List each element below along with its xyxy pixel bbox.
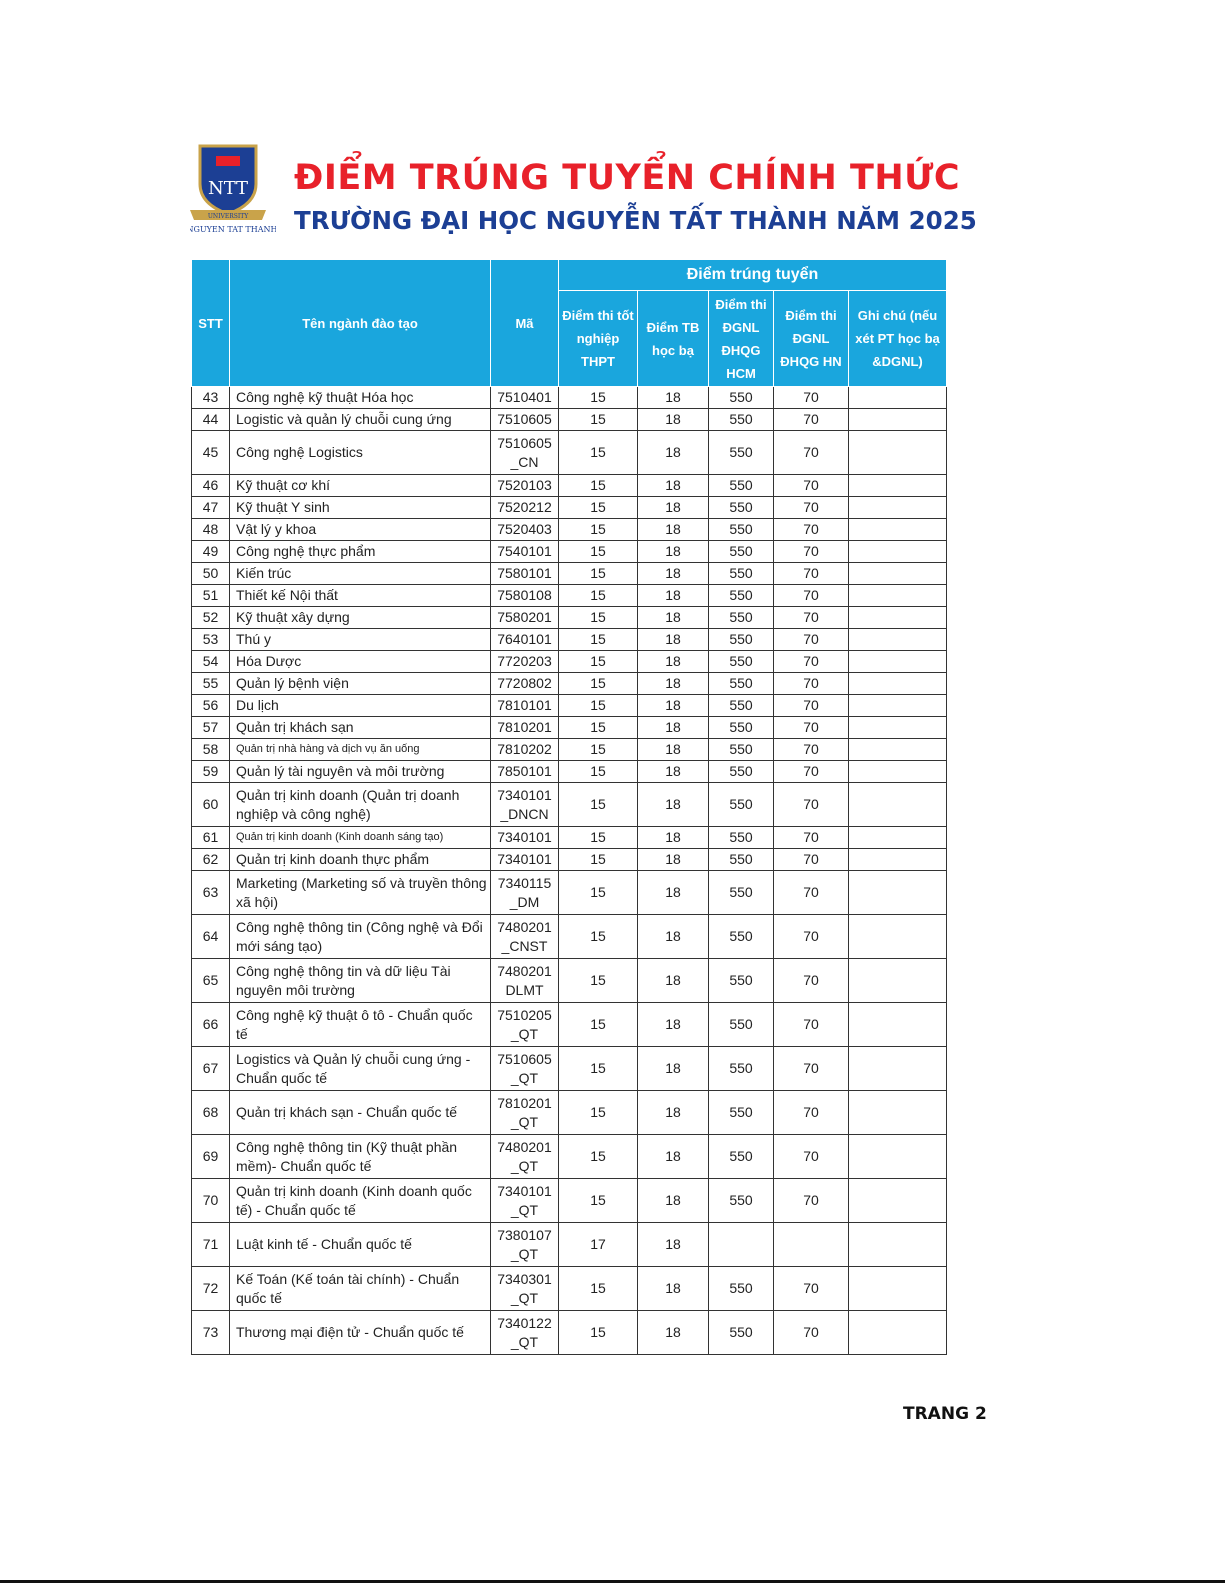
cell-stt: 43 bbox=[192, 387, 230, 409]
cell-hn: 70 bbox=[774, 849, 849, 871]
cell-stt: 46 bbox=[192, 475, 230, 497]
cell-thpt: 15 bbox=[559, 387, 638, 409]
cell-stt: 71 bbox=[192, 1223, 230, 1267]
cell-thpt: 15 bbox=[559, 849, 638, 871]
cell-hocba: 18 bbox=[638, 739, 709, 761]
cell-name: Kỹ thuật xây dựng bbox=[230, 607, 491, 629]
cell-hcm bbox=[709, 1223, 774, 1267]
cell-hn: 70 bbox=[774, 563, 849, 585]
header-hocba: Điểm TB học bạ bbox=[638, 291, 709, 387]
cell-hocba: 18 bbox=[638, 1179, 709, 1223]
cell-code: 7340115 _DM bbox=[491, 871, 559, 915]
cell-name: Quản trị khách sạn - Chuẩn quốc tế bbox=[230, 1091, 491, 1135]
cell-hn: 70 bbox=[774, 497, 849, 519]
table-row bbox=[192, 1311, 947, 1355]
cell-code: 7340101 _QT bbox=[491, 1179, 559, 1223]
table-row bbox=[192, 915, 947, 959]
cell-stt: 51 bbox=[192, 585, 230, 607]
cell-note bbox=[849, 563, 947, 585]
cell-hn: 70 bbox=[774, 673, 849, 695]
cell-name: Logistic và quản lý chuỗi cung ứng bbox=[230, 409, 491, 431]
cell-code: 7720802 bbox=[491, 673, 559, 695]
cell-hcm: 550 bbox=[709, 409, 774, 431]
cell-hcm: 550 bbox=[709, 541, 774, 563]
table-row bbox=[192, 651, 947, 673]
cell-hcm: 550 bbox=[709, 1135, 774, 1179]
cell-hocba: 18 bbox=[638, 629, 709, 651]
cell-note bbox=[849, 739, 947, 761]
cell-stt: 56 bbox=[192, 695, 230, 717]
cell-code: 7480201 _CNST bbox=[491, 915, 559, 959]
cell-name: Kỹ thuật Y sinh bbox=[230, 497, 491, 519]
cell-thpt: 15 bbox=[559, 1047, 638, 1091]
cell-hn: 70 bbox=[774, 387, 849, 409]
cell-name: Công nghệ Logistics bbox=[230, 431, 491, 475]
cell-hcm: 550 bbox=[709, 651, 774, 673]
cell-name: Hóa Dược bbox=[230, 651, 491, 673]
cell-stt: 52 bbox=[192, 607, 230, 629]
cell-hcm: 550 bbox=[709, 1311, 774, 1355]
cell-hn: 70 bbox=[774, 651, 849, 673]
cell-hocba: 18 bbox=[638, 717, 709, 739]
cell-hn: 70 bbox=[774, 607, 849, 629]
header-group: Điểm trúng tuyển bbox=[559, 260, 947, 291]
cell-thpt: 15 bbox=[559, 497, 638, 519]
cell-hcm: 550 bbox=[709, 827, 774, 849]
cell-hcm: 550 bbox=[709, 761, 774, 783]
cell-hcm: 550 bbox=[709, 1047, 774, 1091]
cell-hocba: 18 bbox=[638, 409, 709, 431]
header-note: Ghi chú (nếu xét PT học bạ &DGNL) bbox=[849, 291, 947, 387]
cell-name: Công nghệ thông tin (Công nghệ và Đổi mới sáng tạo) bbox=[230, 915, 491, 959]
cell-name: Công nghệ thông tin và dữ liệu Tài nguyên môi trường bbox=[230, 959, 491, 1003]
cell-note bbox=[849, 629, 947, 651]
university-logo bbox=[190, 142, 276, 234]
cell-name: Công nghệ thực phẩm bbox=[230, 541, 491, 563]
cell-hcm: 550 bbox=[709, 475, 774, 497]
table-row bbox=[192, 673, 947, 695]
cell-thpt: 15 bbox=[559, 673, 638, 695]
table-row bbox=[192, 783, 947, 827]
cell-code: 7480201 _QT bbox=[491, 1135, 559, 1179]
cell-code: 7340122 _QT bbox=[491, 1311, 559, 1355]
table-row bbox=[192, 475, 947, 497]
cell-code: 7580108 bbox=[491, 585, 559, 607]
cell-code: 7520403 bbox=[491, 519, 559, 541]
cell-thpt: 15 bbox=[559, 519, 638, 541]
cell-note bbox=[849, 409, 947, 431]
cell-name: Quản trị kinh doanh thực phẩm bbox=[230, 849, 491, 871]
cell-note bbox=[849, 717, 947, 739]
cell-code: 7810201 bbox=[491, 717, 559, 739]
cell-name: Logistics và Quản lý chuỗi cung ứng - Chuẩn quốc tế bbox=[230, 1047, 491, 1091]
cell-hcm: 550 bbox=[709, 717, 774, 739]
cell-thpt: 15 bbox=[559, 541, 638, 563]
cell-hocba: 18 bbox=[638, 1003, 709, 1047]
cell-hcm: 550 bbox=[709, 739, 774, 761]
table-row bbox=[192, 607, 947, 629]
cell-name: Quản lý bệnh viện bbox=[230, 673, 491, 695]
cell-note bbox=[849, 1311, 947, 1355]
cell-stt: 45 bbox=[192, 431, 230, 475]
cell-thpt: 17 bbox=[559, 1223, 638, 1267]
cell-hcm: 550 bbox=[709, 1091, 774, 1135]
cell-thpt: 15 bbox=[559, 1311, 638, 1355]
cell-note bbox=[849, 519, 947, 541]
cell-hocba: 18 bbox=[638, 519, 709, 541]
cell-thpt: 15 bbox=[559, 585, 638, 607]
cell-note bbox=[849, 761, 947, 783]
cell-hocba: 18 bbox=[638, 651, 709, 673]
cell-stt: 47 bbox=[192, 497, 230, 519]
table-row bbox=[192, 563, 947, 585]
cell-stt: 57 bbox=[192, 717, 230, 739]
cell-code: 7510605 _QT bbox=[491, 1047, 559, 1091]
cell-thpt: 15 bbox=[559, 409, 638, 431]
cell-hocba: 18 bbox=[638, 871, 709, 915]
cell-code: 7510605 _CN bbox=[491, 431, 559, 475]
table-row bbox=[192, 519, 947, 541]
cell-note bbox=[849, 849, 947, 871]
cell-hn: 70 bbox=[774, 541, 849, 563]
cell-name: Công nghệ kỹ thuật ô tô - Chuẩn quốc tế bbox=[230, 1003, 491, 1047]
cell-code: 7580201 bbox=[491, 607, 559, 629]
cell-hocba: 18 bbox=[638, 1135, 709, 1179]
cell-stt: 66 bbox=[192, 1003, 230, 1047]
cell-hn: 70 bbox=[774, 1135, 849, 1179]
table-row bbox=[192, 541, 947, 563]
cell-code: 7850101 bbox=[491, 761, 559, 783]
cell-code: 7810202 bbox=[491, 739, 559, 761]
cell-hn: 70 bbox=[774, 475, 849, 497]
cell-note bbox=[849, 585, 947, 607]
cell-hn: 70 bbox=[774, 695, 849, 717]
cell-note bbox=[849, 915, 947, 959]
cell-stt: 50 bbox=[192, 563, 230, 585]
cell-hn: 70 bbox=[774, 1179, 849, 1223]
cell-stt: 53 bbox=[192, 629, 230, 651]
cell-note bbox=[849, 475, 947, 497]
cell-hn: 70 bbox=[774, 827, 849, 849]
cell-note bbox=[849, 387, 947, 409]
cell-thpt: 15 bbox=[559, 475, 638, 497]
header-stt: STT bbox=[192, 260, 230, 387]
cell-note bbox=[849, 695, 947, 717]
cell-thpt: 15 bbox=[559, 431, 638, 475]
cell-thpt: 15 bbox=[559, 915, 638, 959]
cell-hcm: 550 bbox=[709, 695, 774, 717]
cell-hocba: 18 bbox=[638, 959, 709, 1003]
cell-hcm: 550 bbox=[709, 849, 774, 871]
cell-hocba: 18 bbox=[638, 497, 709, 519]
cell-thpt: 15 bbox=[559, 827, 638, 849]
cell-hocba: 18 bbox=[638, 475, 709, 497]
cell-hn: 70 bbox=[774, 1267, 849, 1311]
cell-stt: 59 bbox=[192, 761, 230, 783]
cell-note bbox=[849, 1267, 947, 1311]
cell-hn: 70 bbox=[774, 585, 849, 607]
cell-hcm: 550 bbox=[709, 519, 774, 541]
table-row bbox=[192, 1047, 947, 1091]
table-row bbox=[192, 387, 947, 409]
cell-note bbox=[849, 1135, 947, 1179]
cell-name: Thiết kế Nội thất bbox=[230, 585, 491, 607]
cell-note bbox=[849, 871, 947, 915]
cell-hn: 70 bbox=[774, 1091, 849, 1135]
cell-code: 7810101 bbox=[491, 695, 559, 717]
cell-name: Kế Toán (Kế toán tài chính) - Chuẩn quốc tế bbox=[230, 1267, 491, 1311]
cell-code: 7580101 bbox=[491, 563, 559, 585]
cell-hcm: 550 bbox=[709, 1179, 774, 1223]
cell-thpt: 15 bbox=[559, 959, 638, 1003]
logo-ribbon: UNIVERSITY bbox=[207, 213, 249, 220]
table-row bbox=[192, 695, 947, 717]
cell-note bbox=[849, 1003, 947, 1047]
cell-stt: 60 bbox=[192, 783, 230, 827]
cell-hn: 70 bbox=[774, 1047, 849, 1091]
cell-thpt: 15 bbox=[559, 1135, 638, 1179]
cell-stt: 69 bbox=[192, 1135, 230, 1179]
cell-name: Quản trị kinh doanh (Kinh doanh quốc tế) - Chuẩn quốc tế bbox=[230, 1179, 491, 1223]
cell-thpt: 15 bbox=[559, 1091, 638, 1135]
cell-hn: 70 bbox=[774, 1003, 849, 1047]
cell-hn: 70 bbox=[774, 629, 849, 651]
cell-hocba: 18 bbox=[638, 607, 709, 629]
cell-hcm: 550 bbox=[709, 629, 774, 651]
cell-hcm: 550 bbox=[709, 497, 774, 519]
cell-hn: 70 bbox=[774, 1311, 849, 1355]
cell-code: 7510401 bbox=[491, 387, 559, 409]
cell-hn: 70 bbox=[774, 519, 849, 541]
cell-thpt: 15 bbox=[559, 629, 638, 651]
cell-note bbox=[849, 1179, 947, 1223]
cell-hocba: 18 bbox=[638, 849, 709, 871]
cell-stt: 68 bbox=[192, 1091, 230, 1135]
cell-hcm: 550 bbox=[709, 607, 774, 629]
cell-note bbox=[849, 1091, 947, 1135]
cell-hn: 70 bbox=[774, 959, 849, 1003]
table-row bbox=[192, 1267, 947, 1311]
cell-hn: 70 bbox=[774, 409, 849, 431]
cell-code: 7510205 _QT bbox=[491, 1003, 559, 1047]
header-dgnl-hcm: Điểm thi ĐGNL ĐHQG HCM bbox=[709, 291, 774, 387]
cell-hcm: 550 bbox=[709, 387, 774, 409]
page-number: TRANG 2 bbox=[903, 1404, 987, 1424]
cell-code: 7520103 bbox=[491, 475, 559, 497]
cell-stt: 73 bbox=[192, 1311, 230, 1355]
cell-name: Quản trị khách sạn bbox=[230, 717, 491, 739]
cell-hocba: 18 bbox=[638, 1223, 709, 1267]
page-subtitle: TRƯỜNG ĐẠI HỌC NGUYỄN TẤT THÀNH NĂM 2025 bbox=[294, 206, 977, 235]
table-row bbox=[192, 497, 947, 519]
header-dgnl-hn: Điểm thi ĐGNL ĐHQG HN bbox=[774, 291, 849, 387]
cell-note bbox=[849, 959, 947, 1003]
cell-name: Thú y bbox=[230, 629, 491, 651]
cell-code: 7480201 DLMT bbox=[491, 959, 559, 1003]
cell-hcm: 550 bbox=[709, 871, 774, 915]
cell-thpt: 15 bbox=[559, 739, 638, 761]
cell-name: Quản lý tài nguyên và môi trường bbox=[230, 761, 491, 783]
cell-hocba: 18 bbox=[638, 915, 709, 959]
table-row bbox=[192, 1003, 947, 1047]
cell-code: 7720203 bbox=[491, 651, 559, 673]
cell-thpt: 15 bbox=[559, 717, 638, 739]
cell-code: 7340101 bbox=[491, 827, 559, 849]
cell-hcm: 550 bbox=[709, 1003, 774, 1047]
cell-hn: 70 bbox=[774, 915, 849, 959]
cell-stt: 62 bbox=[192, 849, 230, 871]
cell-stt: 55 bbox=[192, 673, 230, 695]
cell-thpt: 15 bbox=[559, 871, 638, 915]
cell-stt: 49 bbox=[192, 541, 230, 563]
cell-hcm: 550 bbox=[709, 783, 774, 827]
cell-note bbox=[849, 673, 947, 695]
table-row bbox=[192, 871, 947, 915]
cell-hocba: 18 bbox=[638, 1267, 709, 1311]
cell-hocba: 18 bbox=[638, 695, 709, 717]
cell-stt: 65 bbox=[192, 959, 230, 1003]
cell-thpt: 15 bbox=[559, 607, 638, 629]
cell-note bbox=[849, 783, 947, 827]
cell-stt: 67 bbox=[192, 1047, 230, 1091]
table-row bbox=[192, 1179, 947, 1223]
cell-stt: 58 bbox=[192, 739, 230, 761]
bottom-divider bbox=[0, 1580, 1225, 1583]
table-row bbox=[192, 739, 947, 761]
cell-code: 7640101 bbox=[491, 629, 559, 651]
cell-name: Quản trị nhà hàng và dịch vụ ăn uống bbox=[230, 739, 491, 761]
cell-hcm: 550 bbox=[709, 585, 774, 607]
cell-hocba: 18 bbox=[638, 1091, 709, 1135]
table-row bbox=[192, 1135, 947, 1179]
admission-score-table bbox=[191, 259, 947, 1355]
table-row bbox=[192, 1223, 947, 1267]
cell-thpt: 15 bbox=[559, 1003, 638, 1047]
cell-stt: 48 bbox=[192, 519, 230, 541]
cell-hcm: 550 bbox=[709, 1267, 774, 1311]
cell-hn: 70 bbox=[774, 739, 849, 761]
logo-monogram: NTT bbox=[207, 178, 249, 199]
table-row bbox=[192, 585, 947, 607]
page-title: ĐIỂM TRÚNG TUYỂN CHÍNH THỨC bbox=[294, 158, 961, 198]
cell-note bbox=[849, 827, 947, 849]
cell-note bbox=[849, 1223, 947, 1267]
cell-note bbox=[849, 651, 947, 673]
table-row bbox=[192, 1091, 947, 1135]
cell-code: 7520212 bbox=[491, 497, 559, 519]
table-row bbox=[192, 959, 947, 1003]
cell-hcm: 550 bbox=[709, 431, 774, 475]
cell-code: 7810201 _QT bbox=[491, 1091, 559, 1135]
table-row bbox=[192, 629, 947, 651]
cell-name: Vật lý y khoa bbox=[230, 519, 491, 541]
cell-hocba: 18 bbox=[638, 563, 709, 585]
table-row bbox=[192, 409, 947, 431]
cell-name: Marketing (Marketing số và truyền thông xã hội) bbox=[230, 871, 491, 915]
cell-hcm: 550 bbox=[709, 673, 774, 695]
cell-stt: 54 bbox=[192, 651, 230, 673]
cell-thpt: 15 bbox=[559, 1179, 638, 1223]
cell-note bbox=[849, 497, 947, 519]
cell-stt: 44 bbox=[192, 409, 230, 431]
cell-hocba: 18 bbox=[638, 761, 709, 783]
cell-hocba: 18 bbox=[638, 673, 709, 695]
cell-hocba: 18 bbox=[638, 431, 709, 475]
cell-hocba: 18 bbox=[638, 1047, 709, 1091]
cell-note bbox=[849, 1047, 947, 1091]
cell-hcm: 550 bbox=[709, 959, 774, 1003]
table-row bbox=[192, 849, 947, 871]
logo-caption: NGUYEN TAT THANH bbox=[190, 225, 276, 234]
cell-name: Quản trị kinh doanh (Kinh doanh sáng tạo) bbox=[230, 827, 491, 849]
cell-stt: 72 bbox=[192, 1267, 230, 1311]
cell-code: 7340101 _DNCN bbox=[491, 783, 559, 827]
cell-hn: 70 bbox=[774, 717, 849, 739]
cell-hocba: 18 bbox=[638, 827, 709, 849]
cell-name: Công nghệ thông tin (Kỹ thuật phần mềm)- Chuẩn quốc tế bbox=[230, 1135, 491, 1179]
cell-code: 7340301 _QT bbox=[491, 1267, 559, 1311]
cell-code: 7380107 _QT bbox=[491, 1223, 559, 1267]
cell-code: 7340101 bbox=[491, 849, 559, 871]
cell-name: Kiến trúc bbox=[230, 563, 491, 585]
cell-thpt: 15 bbox=[559, 563, 638, 585]
cell-hn: 70 bbox=[774, 783, 849, 827]
table-row bbox=[192, 761, 947, 783]
cell-thpt: 15 bbox=[559, 695, 638, 717]
cell-hn: 70 bbox=[774, 761, 849, 783]
cell-code: 7510605 bbox=[491, 409, 559, 431]
cell-note bbox=[849, 607, 947, 629]
table-row bbox=[192, 717, 947, 739]
cell-hocba: 18 bbox=[638, 387, 709, 409]
cell-hocba: 18 bbox=[638, 1311, 709, 1355]
cell-note bbox=[849, 541, 947, 563]
cell-hocba: 18 bbox=[638, 541, 709, 563]
cell-stt: 64 bbox=[192, 915, 230, 959]
cell-thpt: 15 bbox=[559, 1267, 638, 1311]
cell-name: Công nghệ kỹ thuật Hóa học bbox=[230, 387, 491, 409]
cell-note bbox=[849, 431, 947, 475]
cell-thpt: 15 bbox=[559, 783, 638, 827]
header-name: Tên ngành đào tạo bbox=[230, 260, 491, 387]
cell-stt: 63 bbox=[192, 871, 230, 915]
cell-hn: 70 bbox=[774, 431, 849, 475]
cell-hocba: 18 bbox=[638, 585, 709, 607]
cell-thpt: 15 bbox=[559, 761, 638, 783]
cell-hocba: 18 bbox=[638, 783, 709, 827]
header-thpt: Điểm thi tốt nghiệp THPT bbox=[559, 291, 638, 387]
table-row bbox=[192, 827, 947, 849]
cell-name: Luật kinh tế - Chuẩn quốc tế bbox=[230, 1223, 491, 1267]
cell-name: Kỹ thuật cơ khí bbox=[230, 475, 491, 497]
cell-name: Quản trị kinh doanh (Quản trị doanh nghiệp và công nghệ) bbox=[230, 783, 491, 827]
cell-thpt: 15 bbox=[559, 651, 638, 673]
cell-hcm: 550 bbox=[709, 563, 774, 585]
cell-hn bbox=[774, 1223, 849, 1267]
cell-stt: 61 bbox=[192, 827, 230, 849]
cell-code: 7540101 bbox=[491, 541, 559, 563]
table-row bbox=[192, 431, 947, 475]
cell-stt: 70 bbox=[192, 1179, 230, 1223]
cell-hn: 70 bbox=[774, 871, 849, 915]
cell-hcm: 550 bbox=[709, 915, 774, 959]
header-code: Mã bbox=[491, 260, 559, 387]
cell-name: Thương mại điện tử - Chuẩn quốc tế bbox=[230, 1311, 491, 1355]
cell-name: Du lịch bbox=[230, 695, 491, 717]
